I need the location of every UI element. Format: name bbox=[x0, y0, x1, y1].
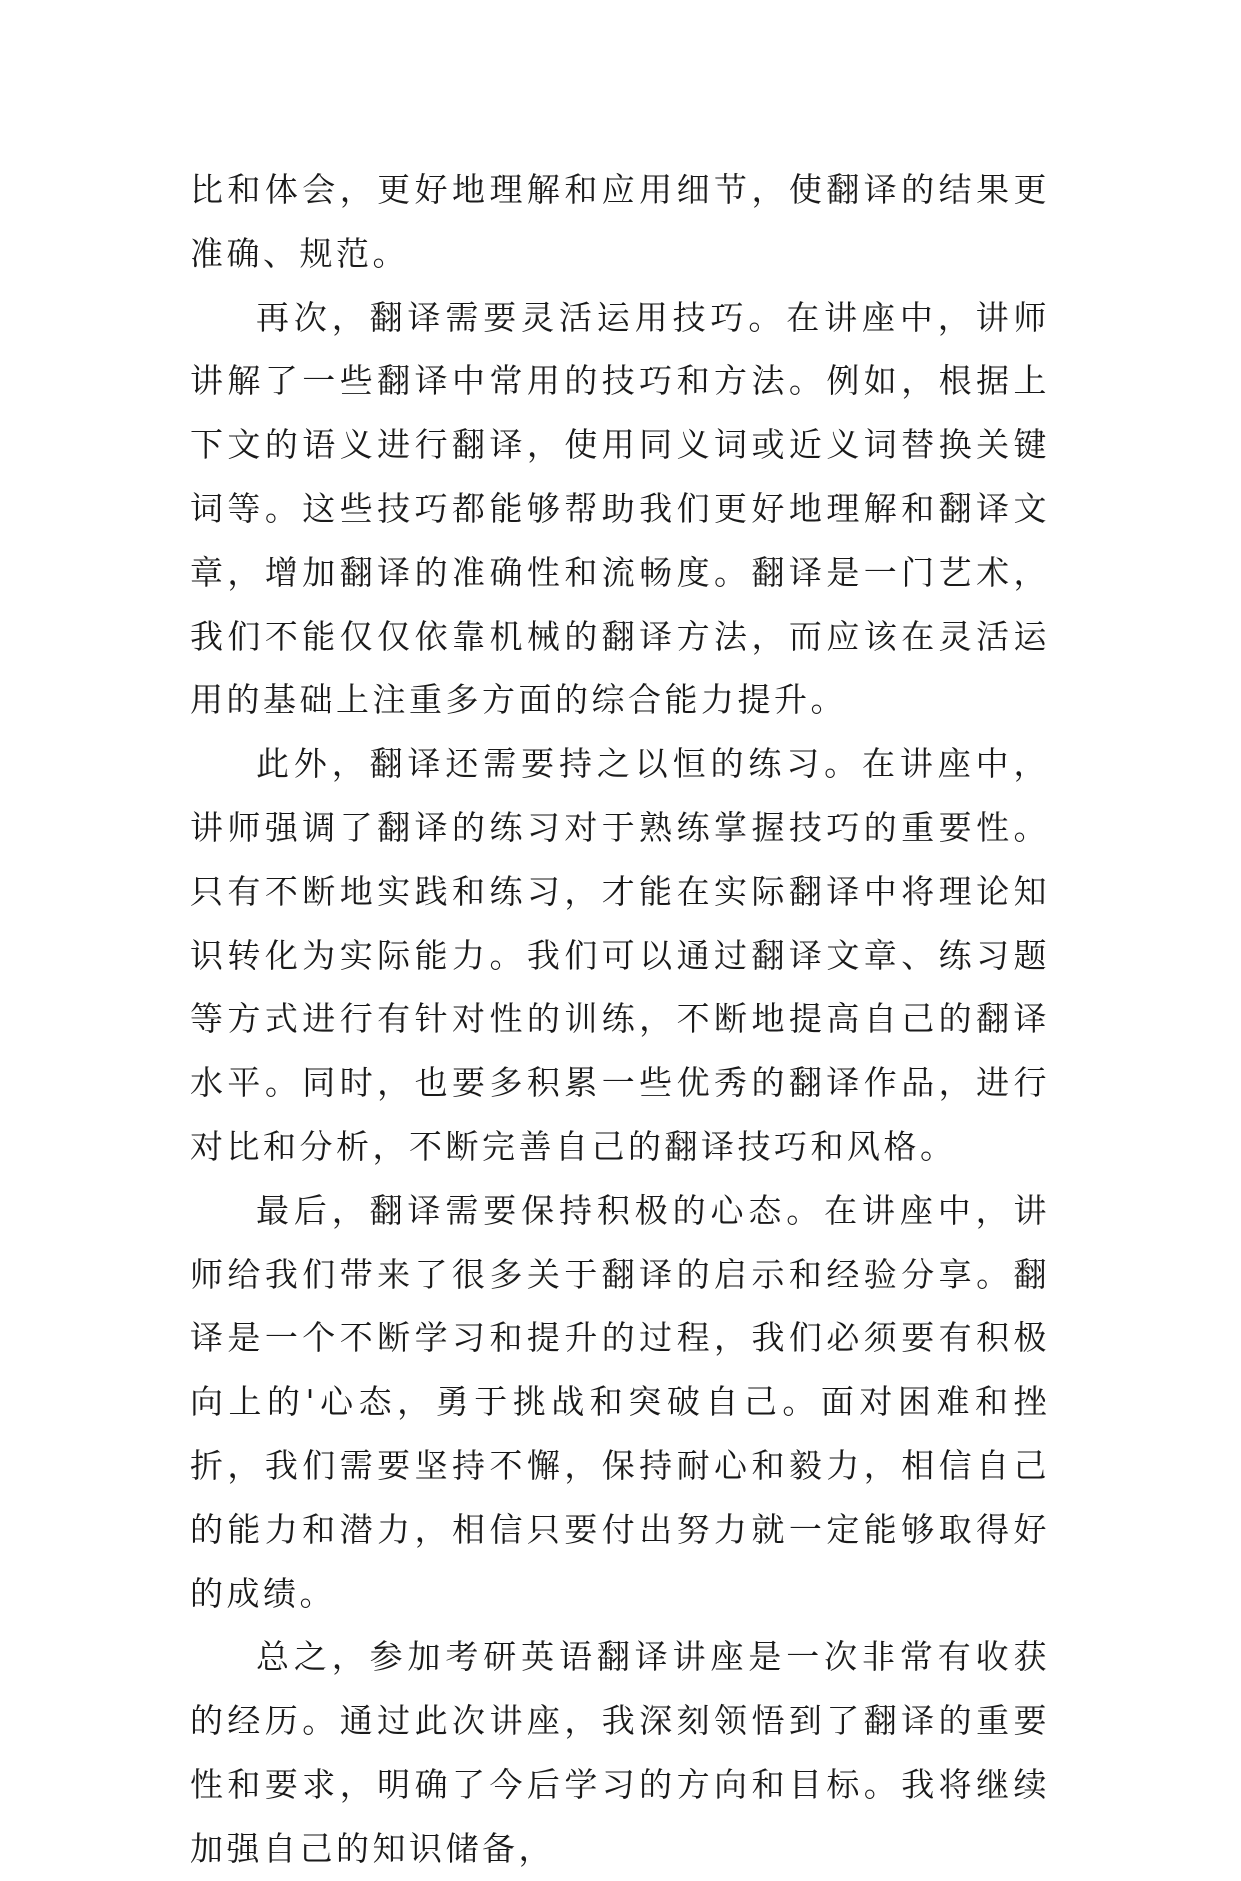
paragraph-techniques: 再次，翻译需要灵活运用技巧。在讲座中，讲师讲解了一些翻译中常用的技巧和方法。例如，根据上下文的语义进行翻译，使用同义词或近义词替换关键词等。这些技巧都能够帮助我们更好地理解和翻译文章，增加翻译的准确性和流畅度。翻译是一门艺术，我们不能仅仅依靠机械的翻译方法，而应该在灵活运用的基础上注重多方面的综合能力提升。 bbox=[190, 297, 1050, 720]
document-body bbox=[190, 158, 1050, 1881]
paragraph-practice: 此外，翻译还需要持之以恒的练习。在讲座中，讲师强调了翻译的练习对于熟练掌握技巧的重要性。只有不断地实践和练习，才能在实际翻译中将理论知识转化为实际能力。我们可以通过翻译文章、练习题等方式进行有针对性的训练，不断地提高自己的翻译水平。同时，也要多积累一些优秀的翻译作品，进行对比和分析，不断完善自己的翻译技巧和风格。 bbox=[190, 744, 1050, 1166]
paragraph-continuation: 比和体会，更好地理解和应用细节，使翻译的结果更准确、规范。 bbox=[190, 170, 1050, 273]
paragraph-attitude: 最后，翻译需要保持积极的心态。在讲座中，讲师给我们带来了很多关于翻译的启示和经验分享。翻译是一个不断学习和提升的过程，我们必须要有积极向上的'心态，勇于挑战和突破自己。面对困难和挫折，我们需要坚持不懈，保持耐心和毅力，相信自己的能力和潜力，相信只要付出努力就一定能够取得好的成绩。 bbox=[190, 1190, 1050, 1613]
paragraph-conclusion: 总之，参加考研英语翻译讲座是一次非常有收获的经历。通过此次讲座，我深刻领悟到了翻译的重要性和要求，明确了今后学习的方向和目标。我将继续加强自己的知识储备， bbox=[190, 1637, 1050, 1868]
